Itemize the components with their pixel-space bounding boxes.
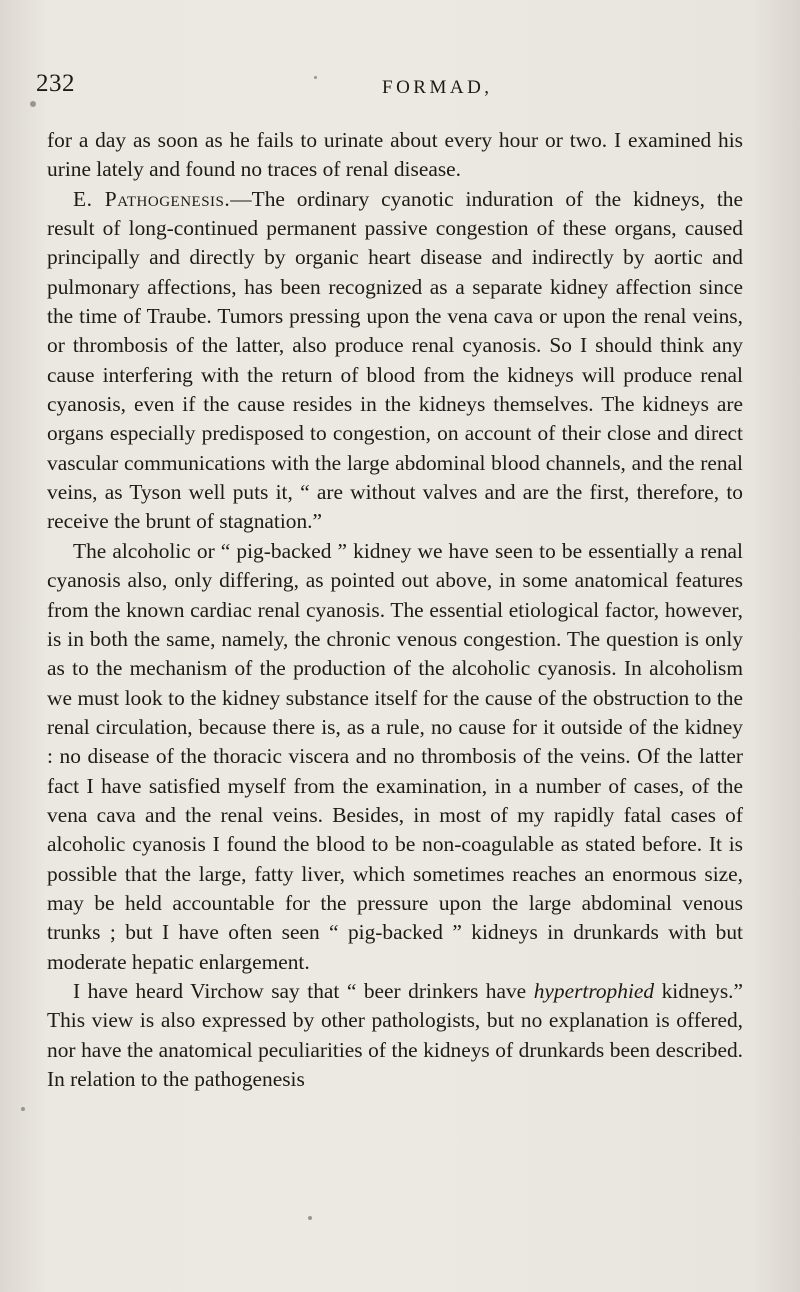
page-number: 232 [36, 70, 75, 97]
margin-speck [30, 101, 36, 107]
page-header [36, 70, 760, 110]
body-text [47, 126, 743, 1094]
paragraph [47, 185, 743, 537]
paragraph: The alcoholic or “ pig-backed ” kidney we have seen to be essentially a renal cyanosis also, only differing, as pointed out above, in some anatomical features from the known cardiac renal cyanosis. The essential etiological factor, however, is in both the same, namely, the chronic venous congestion. The question is only as to the mechanism of the production of the alcoholic cyanosis. In alcoholism we must look to the kidney substance itself for the cause of the obstruction to the renal circulation, because there is, as a rule, no cause for it outside of the kidney : no disease of the thoracic viscera and no thrombosis of the veins. Of the latter fact I have satisfied myself from the examination, in a number of cases, of the vena cava and the renal veins. Besides, in most of my rapidly fatal cases of alcoholic cyanosis I found the blood to be non-coagulable as stated before. It is possible that the large, fatty liver, which sometimes reaches an enormous size, may be held accountable for the pressure upon the large abdominal venous trunks ; but I have often seen “ pig-backed ” kidneys in drunkards with but moderate hepatic enlargement. [47, 538, 743, 974]
margin-speck [308, 1216, 312, 1220]
running-head: FORMAD, [382, 77, 493, 98]
emphasis: hypertrophied [533, 978, 655, 1003]
paragraph-text: —The ordinary cyanotic induration of the kidneys, the result of long-continued permanent passive congestion of these organs, caused principally and directly by organic heart disease and indirectly by aortic and pulmonary affections, has been recognized as a separate kidney affection since the time of Traube. Tumors pressing upon the vena cava or upon the renal veins, or thrombosis of the latter, also produce renal cyanosis. So I should think any cause interfering with the return of blood from the kidneys will produce renal cyanosis, even if the cause resides in the kidneys themselves. The kidneys are organs especially predisposed to congestion, on account of their close and direct vascular communications with the large abdominal blood channels, and the renal veins, as Tyson well puts it, “ are without valves and are the first, therefore, to receive the brunt of stagnation.” [47, 186, 743, 534]
margin-speck [21, 1107, 25, 1111]
section-heading: E. Pathogenesis. [73, 186, 231, 211]
paragraph [47, 977, 743, 1094]
paragraph: for a day as soon as he fails to urinate about every hour or two. I examined his urine lately and found no traces of renal disease. [47, 128, 743, 182]
paragraph-text: I have heard Virchow say that “ beer drinkers have [73, 978, 534, 1003]
margin-speck [314, 76, 317, 79]
paragraph-text: kidneys.” This view is also expressed by other pathologists, but no explanation is offered, nor have the anatomical peculiarities of the kidneys of drunkards been described. In relation to the pathogenesis [47, 978, 743, 1091]
